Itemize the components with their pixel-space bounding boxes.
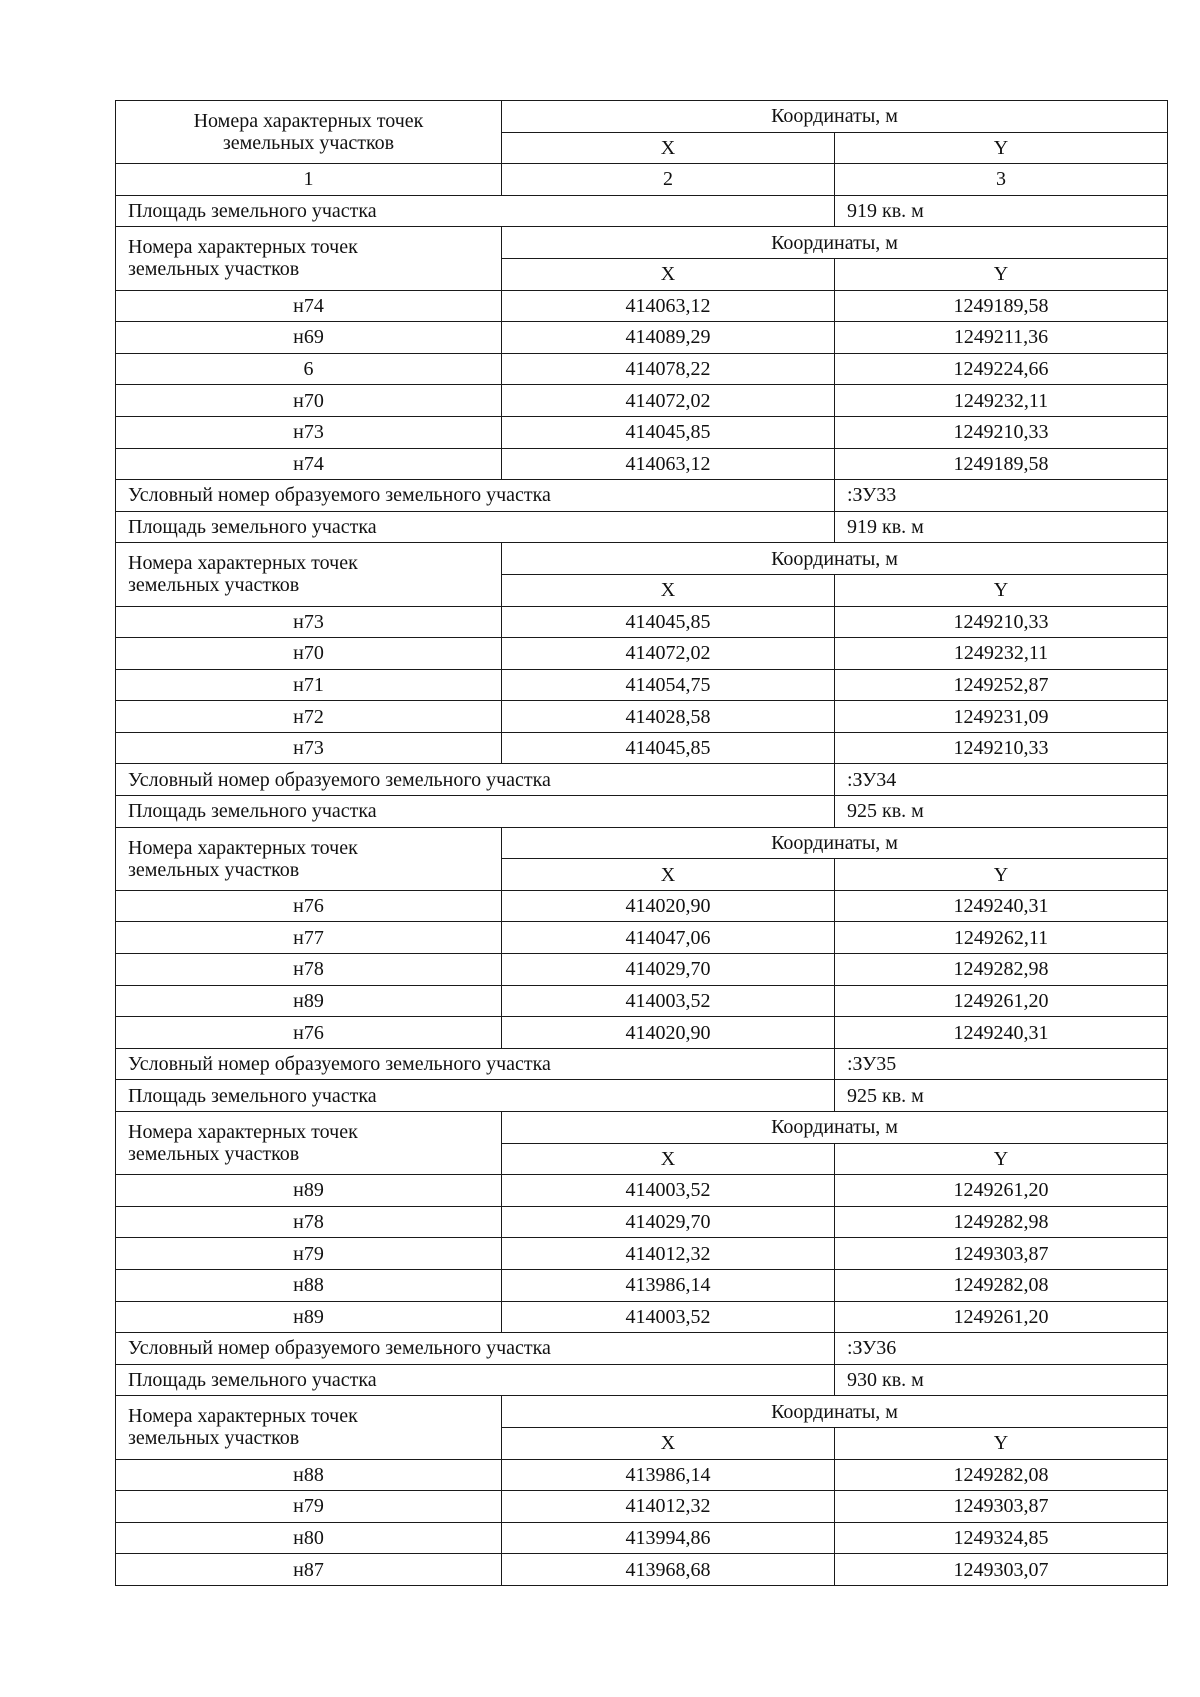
point-x: 414063,12 — [502, 448, 835, 480]
area-row — [116, 511, 1168, 543]
point-x: 414012,32 — [502, 1238, 835, 1270]
points-header-y: Y — [835, 258, 1168, 290]
coordinates-table — [115, 100, 1168, 1586]
column-number-1: 1 — [116, 164, 502, 196]
area-label: Площадь земельного участка — [116, 796, 835, 828]
point-row — [116, 1522, 1168, 1554]
point-number: н71 — [116, 669, 502, 701]
area-label: Площадь земельного участка — [116, 1364, 835, 1396]
area-row — [116, 796, 1168, 828]
point-row — [116, 606, 1168, 638]
point-row — [116, 701, 1168, 733]
column-number-row — [116, 164, 1168, 196]
point-row — [116, 1017, 1168, 1049]
point-x: 414089,29 — [502, 322, 835, 354]
point-number: н89 — [116, 1175, 502, 1207]
point-y: 1249252,87 — [835, 669, 1168, 701]
point-x: 414029,70 — [502, 954, 835, 986]
point-row — [116, 890, 1168, 922]
header-coordinates: Координаты, м — [502, 101, 1168, 133]
point-number: н76 — [116, 890, 502, 922]
point-y: 1249303,87 — [835, 1491, 1168, 1523]
point-y: 1249189,58 — [835, 448, 1168, 480]
area-value: 919 кв. м — [835, 511, 1168, 543]
parcel-number-label: Условный номер образуемого земельного участка — [116, 480, 835, 512]
point-row — [116, 922, 1168, 954]
point-row — [116, 1238, 1168, 1270]
point-number: н87 — [116, 1554, 502, 1586]
area-label: Площадь земельного участка — [116, 195, 835, 227]
point-y: 1249303,07 — [835, 1554, 1168, 1586]
parcel-number-value: :ЗУ36 — [835, 1333, 1168, 1365]
point-x: 413986,14 — [502, 1459, 835, 1491]
points-header-label-line1: Номера характерных точек — [128, 1405, 358, 1428]
point-row — [116, 1175, 1168, 1207]
point-number: н78 — [116, 1206, 502, 1238]
point-y: 1249282,08 — [835, 1269, 1168, 1301]
parcel-number-label: Условный номер образуемого земельного участка — [116, 1333, 835, 1365]
point-x: 414047,06 — [502, 922, 835, 954]
point-x: 413986,14 — [502, 1269, 835, 1301]
point-x: 414028,58 — [502, 701, 835, 733]
point-number: н73 — [116, 606, 502, 638]
point-y: 1249189,58 — [835, 290, 1168, 322]
area-row — [116, 1364, 1168, 1396]
point-y: 1249210,33 — [835, 732, 1168, 764]
header-point-numbers — [116, 101, 502, 164]
points-header-row — [116, 1396, 1168, 1428]
column-number-2: 2 — [502, 164, 835, 196]
point-number: н89 — [116, 1301, 502, 1333]
points-header-coordinates: Координаты, м — [502, 1396, 1168, 1428]
header-x: X — [502, 132, 835, 164]
point-x: 414045,85 — [502, 732, 835, 764]
point-row — [116, 954, 1168, 986]
points-header-label-line2: земельных участков — [128, 574, 300, 597]
point-row — [116, 1269, 1168, 1301]
parcel-number-label: Условный номер образуемого земельного участка — [116, 1048, 835, 1080]
point-y: 1249261,20 — [835, 1301, 1168, 1333]
point-number: н88 — [116, 1459, 502, 1491]
point-row — [116, 385, 1168, 417]
point-number: н70 — [116, 638, 502, 670]
point-x: 414020,90 — [502, 1017, 835, 1049]
points-header-label — [116, 543, 502, 606]
point-y: 1249303,87 — [835, 1238, 1168, 1270]
points-header-label — [116, 827, 502, 890]
point-x: 414045,85 — [502, 606, 835, 638]
point-y: 1249224,66 — [835, 353, 1168, 385]
parcel-number-value: :ЗУ35 — [835, 1048, 1168, 1080]
point-y: 1249210,33 — [835, 416, 1168, 448]
point-row — [116, 322, 1168, 354]
parcel-number-row — [116, 764, 1168, 796]
area-label: Площадь земельного участка — [116, 511, 835, 543]
area-value: 930 кв. м — [835, 1364, 1168, 1396]
point-number: н70 — [116, 385, 502, 417]
point-x: 413968,68 — [502, 1554, 835, 1586]
point-number: н76 — [116, 1017, 502, 1049]
point-number: н74 — [116, 448, 502, 480]
points-header-x: X — [502, 574, 835, 606]
points-header-coordinates: Координаты, м — [502, 543, 1168, 575]
points-header-label-line2: земельных участков — [128, 1427, 300, 1450]
points-header-coordinates: Координаты, м — [502, 1112, 1168, 1144]
point-row — [116, 985, 1168, 1017]
area-value: 919 кв. м — [835, 195, 1168, 227]
points-header-x: X — [502, 1427, 835, 1459]
point-x: 414003,52 — [502, 985, 835, 1017]
points-header-x: X — [502, 859, 835, 891]
point-y: 1249240,31 — [835, 1017, 1168, 1049]
points-header-x: X — [502, 1143, 835, 1175]
column-number-3: 3 — [835, 164, 1168, 196]
point-y: 1249231,09 — [835, 701, 1168, 733]
parcel-number-row — [116, 480, 1168, 512]
point-row — [116, 669, 1168, 701]
points-header-coordinates: Координаты, м — [502, 827, 1168, 859]
point-number: н88 — [116, 1269, 502, 1301]
header-point-numbers-line2: земельных участков — [222, 132, 395, 155]
point-x: 414020,90 — [502, 890, 835, 922]
point-y: 1249261,20 — [835, 985, 1168, 1017]
points-header-y: Y — [835, 859, 1168, 891]
points-header-label — [116, 227, 502, 290]
points-header-x: X — [502, 258, 835, 290]
point-x: 414072,02 — [502, 638, 835, 670]
point-row — [116, 1301, 1168, 1333]
points-header-coordinates: Координаты, м — [502, 227, 1168, 259]
point-number: н74 — [116, 290, 502, 322]
area-row — [116, 1080, 1168, 1112]
points-header-label-line1: Номера характерных точек — [128, 552, 358, 575]
point-number: 6 — [116, 353, 502, 385]
points-header-y: Y — [835, 1143, 1168, 1175]
points-header-label — [116, 1396, 502, 1459]
point-y: 1249232,11 — [835, 385, 1168, 417]
point-number: н79 — [116, 1491, 502, 1523]
area-value: 925 кв. м — [835, 1080, 1168, 1112]
parcel-number-value: :ЗУ33 — [835, 480, 1168, 512]
point-y: 1249210,33 — [835, 606, 1168, 638]
parcel-number-row — [116, 1333, 1168, 1365]
point-row — [116, 1206, 1168, 1238]
parcel-number-label: Условный номер образуемого земельного участка — [116, 764, 835, 796]
point-number: н73 — [116, 732, 502, 764]
point-number: н77 — [116, 922, 502, 954]
points-header-label-line2: земельных участков — [128, 1143, 300, 1166]
point-x: 414029,70 — [502, 1206, 835, 1238]
points-header-label-line1: Номера характерных точек — [128, 1121, 358, 1144]
points-header-label-line2: земельных участков — [128, 258, 300, 281]
point-y: 1249261,20 — [835, 1175, 1168, 1207]
point-number: н79 — [116, 1238, 502, 1270]
point-y: 1249240,31 — [835, 890, 1168, 922]
point-x: 413994,86 — [502, 1522, 835, 1554]
point-row — [116, 1459, 1168, 1491]
point-x: 414003,52 — [502, 1175, 835, 1207]
point-x: 414012,32 — [502, 1491, 835, 1523]
point-row — [116, 290, 1168, 322]
points-header-label-line2: земельных участков — [128, 858, 300, 881]
point-y: 1249282,08 — [835, 1459, 1168, 1491]
point-row — [116, 416, 1168, 448]
point-y: 1249232,11 — [835, 638, 1168, 670]
point-y: 1249282,98 — [835, 954, 1168, 986]
point-row — [116, 1554, 1168, 1586]
parcel-number-row — [116, 1048, 1168, 1080]
points-header-y: Y — [835, 574, 1168, 606]
point-number: н73 — [116, 416, 502, 448]
point-row — [116, 1491, 1168, 1523]
point-y: 1249324,85 — [835, 1522, 1168, 1554]
coordinates-table-body — [116, 101, 1168, 1586]
point-number: н78 — [116, 954, 502, 986]
point-x: 414054,75 — [502, 669, 835, 701]
point-number: н89 — [116, 985, 502, 1017]
points-header-row — [116, 827, 1168, 859]
point-y: 1249211,36 — [835, 322, 1168, 354]
table-header-row — [116, 101, 1168, 133]
point-x: 414003,52 — [502, 1301, 835, 1333]
point-x: 414078,22 — [502, 353, 835, 385]
points-header-row — [116, 1112, 1168, 1144]
point-x: 414045,85 — [502, 416, 835, 448]
points-header-y: Y — [835, 1427, 1168, 1459]
point-x: 414063,12 — [502, 290, 835, 322]
points-header-label — [116, 1112, 502, 1175]
point-row — [116, 638, 1168, 670]
point-number: н72 — [116, 701, 502, 733]
point-row — [116, 732, 1168, 764]
point-x: 414072,02 — [502, 385, 835, 417]
points-header-row — [116, 543, 1168, 575]
point-y: 1249262,11 — [835, 922, 1168, 954]
header-y: Y — [835, 132, 1168, 164]
points-header-row — [116, 227, 1168, 259]
area-value: 925 кв. м — [835, 796, 1168, 828]
point-number: н69 — [116, 322, 502, 354]
point-row — [116, 448, 1168, 480]
area-label: Площадь земельного участка — [116, 1080, 835, 1112]
area-row — [116, 195, 1168, 227]
parcel-number-value: :ЗУ34 — [835, 764, 1168, 796]
point-number: н80 — [116, 1522, 502, 1554]
point-y: 1249282,98 — [835, 1206, 1168, 1238]
points-header-label-line1: Номера характерных точек — [128, 836, 358, 859]
points-header-label-line1: Номера характерных точек — [128, 236, 358, 259]
header-point-numbers-line1: Номера характерных точек — [193, 110, 424, 133]
point-row — [116, 353, 1168, 385]
